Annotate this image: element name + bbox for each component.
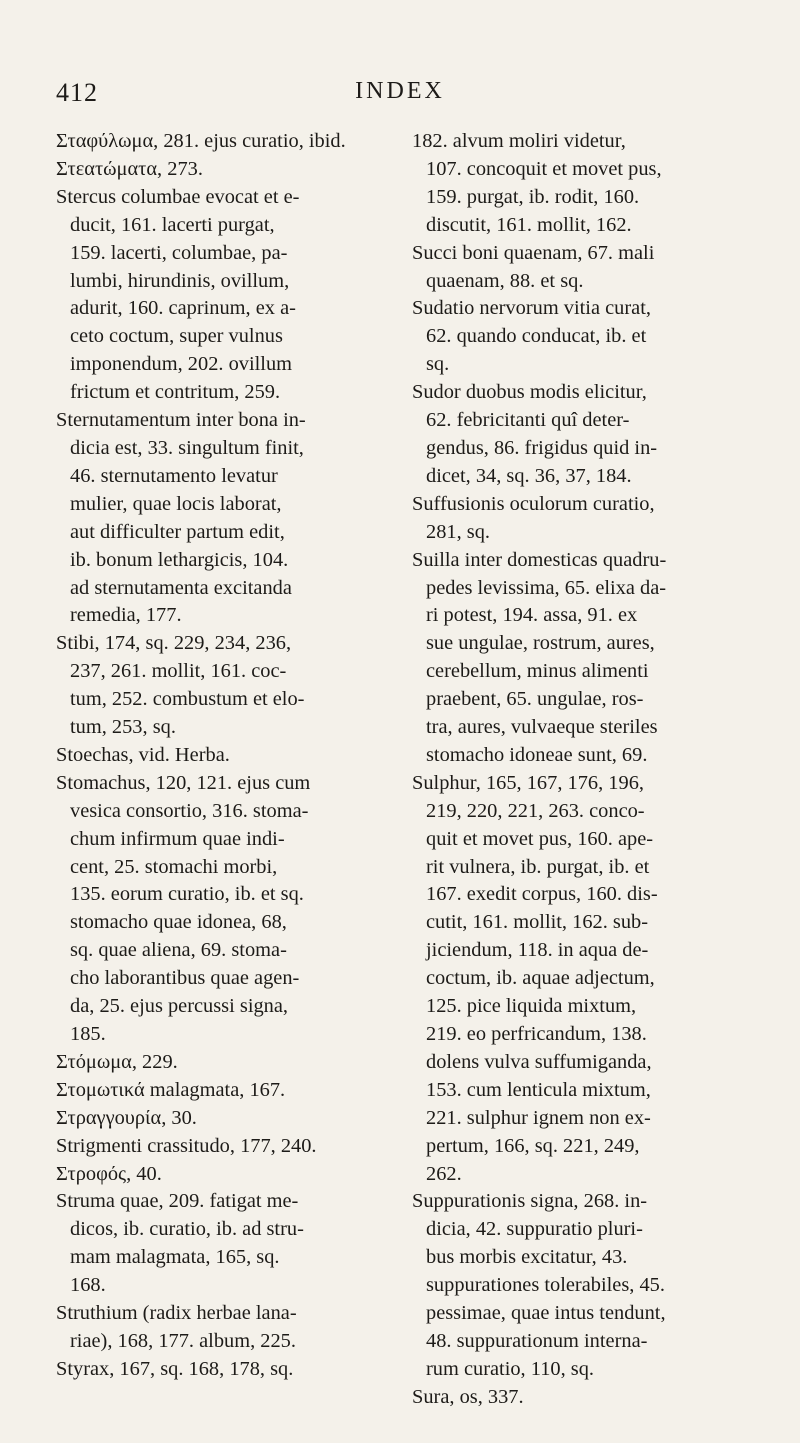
index-entry: Στεατώματα, 273.: [56, 157, 203, 180]
index-entry: Succi boni quaenam, 67. mali quaenam, 88. et sq.: [412, 241, 655, 292]
page-number: 412: [56, 78, 98, 107]
index-entry: Suffusionis oculorum curatio, 281, sq.: [412, 492, 655, 543]
index-entry: Sternutamentum inter bona in- dicia est, 33. singultum finit, 46. sternutamento levatur mulier, quae locis laborat, aut difficulter partum edit, ib. bonum lethargicis, 104. ad sternutamenta excitanda remedia, 177.: [56, 409, 306, 627]
index-entry: Sudatio nervorum vitia curat, 62. quando conducat, ib. et sq.: [412, 297, 651, 376]
index-column-left: [56, 128, 394, 1384]
index-entry: Stercus columbae evocat et e- ducit, 161. lacerti purgat, 159. lacerti, columbae, pa- lumbi, hirundinis, ovillum, adurit, 160. caprinum, ex a- ceto coctum, super vulnus imponendum, 202. ovillum frictum et contritum, 259.: [56, 185, 300, 404]
index-entry: Στομωτικά malagmata, 167.: [56, 1078, 286, 1101]
index-entry: Strigmenti crassitudo, 177, 240.: [56, 1134, 317, 1157]
index-entry: Styrax, 167, sq. 168, 178, sq.: [56, 1357, 294, 1380]
index-entry: Σταφύλωμα, 281. ejus curatio, ibid.: [56, 130, 346, 152]
running-head: INDEX: [355, 78, 445, 104]
page-header: [56, 78, 744, 108]
index-entry: Sulphur, 165, 167, 176, 196, 219, 220, 221, 263. conco- quit et movet pus, 160. ape- rit vulnera, ib. purgat, ib. et 167. exedit corpus, 160. dis- cutit, 161. mollit, 162. sub- jiciendum, 118. in aqua de- coctum, ib. aquae adjectum, 125. pice liquida mixtum, 219. eo perfricandum, 138. dolens vulva suffumiganda, 153. cum lenticula mixtum, 221. sulphur ignem non ex- pertum, 166, sq. 221, 249, 262.: [412, 771, 658, 1185]
index-entry: Sura, os, 337.: [412, 1385, 524, 1408]
index-entry: Στραγγουρία, 30.: [56, 1106, 197, 1129]
index-entry: 182. alvum moliri videtur, 107. concoquit et movet pus, 159. purgat, ib. rodit, 160. discutit, 161. mollit, 162.: [412, 130, 662, 236]
index-entry: Stomachus, 120, 121. ejus cum vesica consortio, 316. stoma- chum infirmum quae indi- cent, 25. stomachi morbi, 135. eorum curatio, ib. et sq. stomacho quae idonea, 68, sq. quae aliena, 69. stoma- cho laborantibus quae agen- da, 25. ejus percussi signa, 185.: [56, 771, 311, 1045]
index-entry: Struma quae, 209. fatigat me- dicos, ib. curatio, ib. ad stru- mam malagmata, 165, sq. 168.: [56, 1190, 304, 1297]
index-entry: Suilla inter domesticas quadru- pedes levissima, 65. elixa da- ri potest, 194. assa, 91. ex sue ungulae, rostrum, aures, cerebellum, minus alimenti praebent, 65. ungulae, ros- tra, aures, vulvaeque steriles stomacho idoneae sunt, 69.: [412, 548, 667, 766]
index-entry: Sudor duobus modis elicitur, 62. febricitanti quî deter- gendus, 86. frigidus quid in- dicet, 34, sq. 36, 37, 184.: [412, 381, 658, 487]
index-entry: Struthium (radix herbae lana- riae), 168, 177. album, 225.: [56, 1302, 297, 1352]
index-column-right: [412, 128, 752, 1412]
index-entry: Suppurationis signa, 268. in- dicia, 42. suppuratio pluri- bus morbis excitatur, 43. suppurationes tolerabiles, 45. pessimae, quae intus tendunt, 48. suppurationum interna- rum curatio, 110, sq.: [412, 1190, 666, 1380]
index-entry: Stibi, 174, sq. 229, 234, 236, 237, 261. mollit, 161. coc- tum, 252. combustum et elo- tum, 253, sq.: [56, 632, 305, 739]
index-entry: Stoechas, vid. Herba.: [56, 743, 230, 766]
index-entry: Στόμωμα, 229.: [56, 1050, 178, 1073]
index-entry: Στροφός, 40.: [56, 1162, 162, 1185]
